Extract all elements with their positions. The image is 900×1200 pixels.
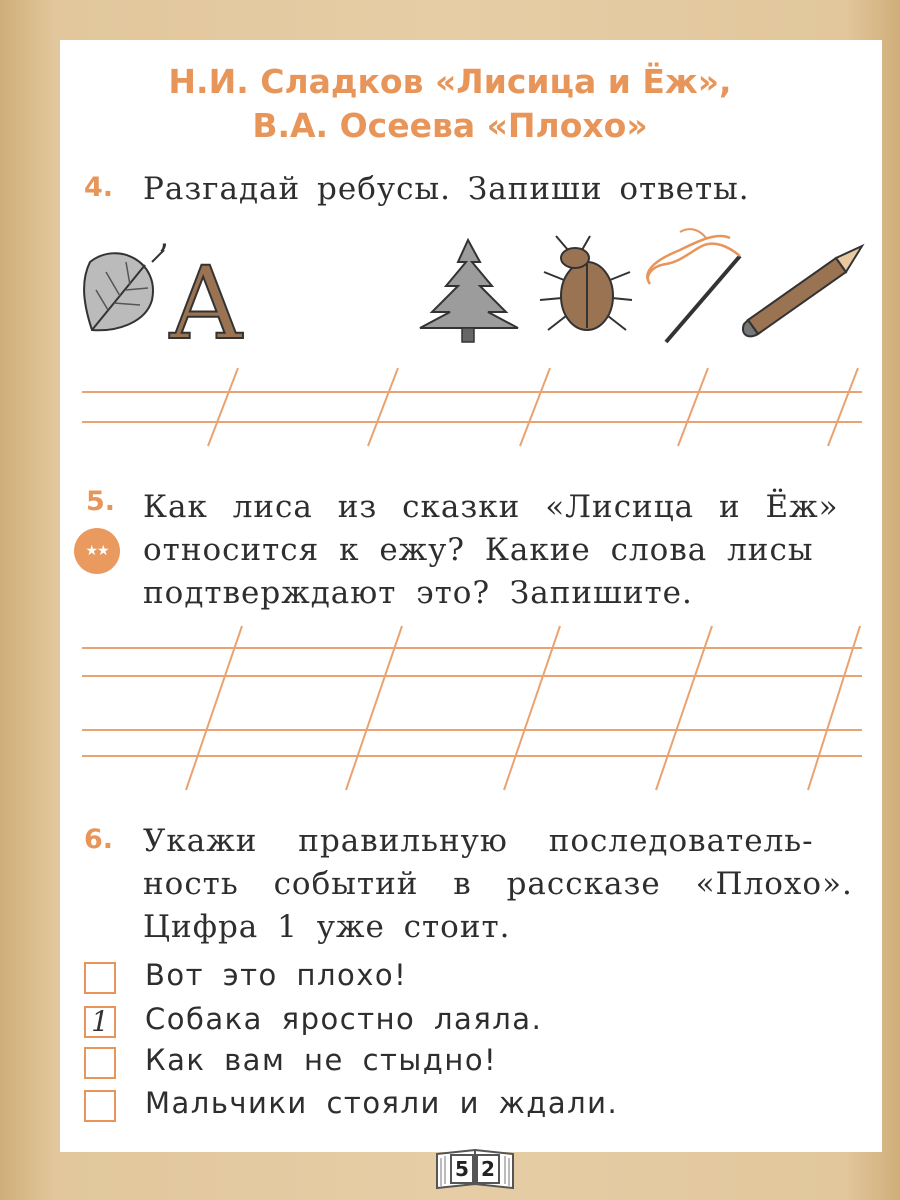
difficulty-stars-icon: ★★ bbox=[74, 528, 120, 574]
title-line-2: В.А. Осеева «Плохо» bbox=[252, 106, 648, 145]
rebus-comma: ’ bbox=[158, 237, 169, 277]
task-6-line-1: Укажи правильную последователь- bbox=[143, 823, 814, 859]
answer-label: Собака яростно лаяла. bbox=[145, 1002, 543, 1036]
open-book-icon bbox=[433, 1146, 517, 1192]
title-line-1: Н.И. Сладков «Лисица и Ёж», bbox=[168, 62, 732, 101]
page-number-digit: 2 bbox=[476, 1154, 500, 1184]
letter-a-icon: А bbox=[168, 245, 244, 360]
task-6-number: 6. bbox=[84, 824, 114, 855]
answer-label: Вот это плохо! bbox=[145, 958, 408, 992]
answer-label: Мальчики стояли и ждали. bbox=[145, 1086, 619, 1120]
answer-checkbox[interactable] bbox=[84, 1047, 116, 1079]
task-5-line-1: Как лиса из сказки «Лисица и Ёж» bbox=[143, 489, 839, 525]
answer-checkbox[interactable] bbox=[84, 1090, 116, 1122]
task-5-line-2: относится к ежу? Какие слова лисы bbox=[143, 532, 814, 568]
answer-checkbox[interactable]: 1 bbox=[84, 1006, 116, 1038]
task-4-text: Разгадай ребусы. Запиши ответы. bbox=[143, 171, 750, 207]
answer-checkbox[interactable] bbox=[84, 962, 116, 994]
page-number-digit: 5 bbox=[450, 1154, 474, 1184]
task-5-line-3: подтверждают это? Запишите. bbox=[143, 575, 693, 611]
task-6-line-3: Цифра 1 уже стоит. bbox=[143, 909, 511, 945]
answer-label: Как вам не стыдно! bbox=[145, 1043, 498, 1077]
task-6-line-2: ность событий в рассказе «Плохо». bbox=[143, 866, 853, 902]
task-5-number: 5. bbox=[86, 486, 116, 517]
page-number bbox=[433, 1146, 517, 1192]
task-4-number: 4. bbox=[84, 172, 114, 203]
